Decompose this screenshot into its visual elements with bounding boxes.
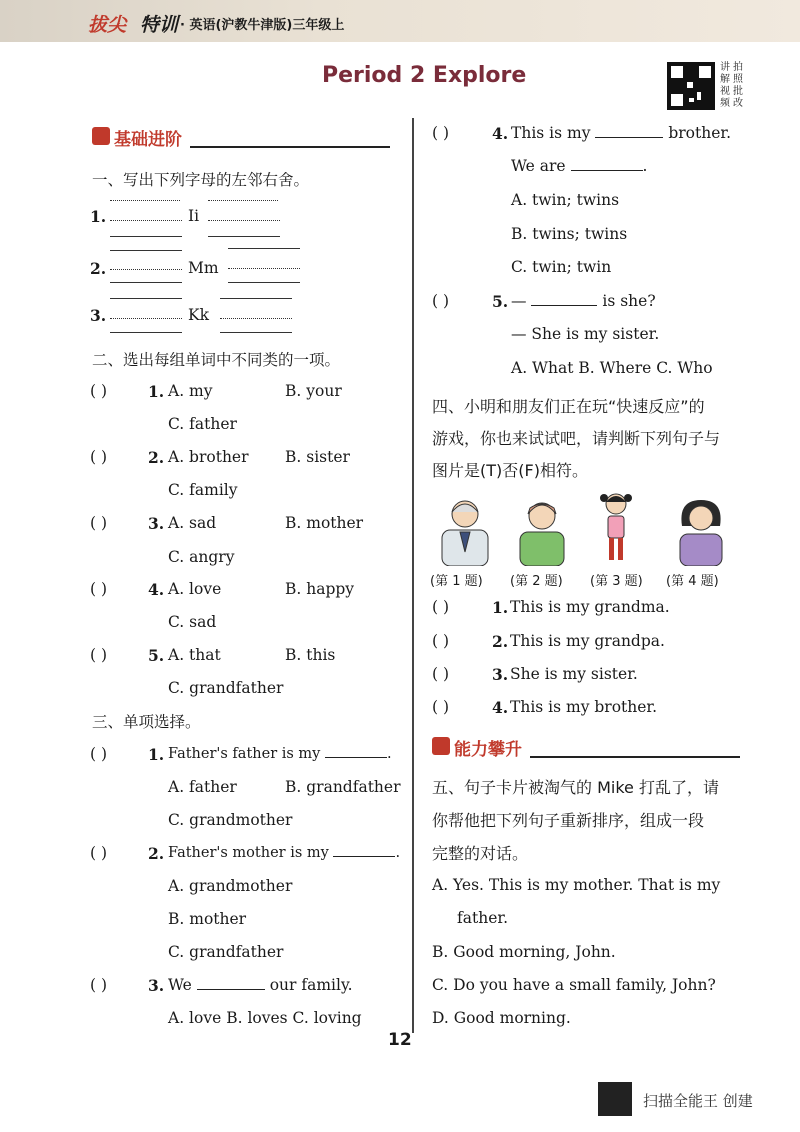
answer-paren[interactable]: ( ) xyxy=(90,448,108,466)
item-number: 1. xyxy=(90,207,107,226)
answer-line[interactable] xyxy=(110,282,182,283)
answer-paren[interactable]: ( ) xyxy=(432,665,450,683)
option-c: C. grandfather xyxy=(168,943,284,961)
column-divider xyxy=(412,118,414,1033)
option-c: C. grandmother xyxy=(168,811,293,829)
part1-heading: 一、写出下列字母的左邻右舍。 xyxy=(92,171,310,189)
answer-paren[interactable]: ( ) xyxy=(90,646,108,664)
answer-line[interactable] xyxy=(208,200,278,201)
answer-line[interactable] xyxy=(208,236,280,237)
dialogue-b: B. Good morning, John. xyxy=(432,943,616,961)
item-number: 1. xyxy=(148,382,165,401)
section-title-advanced: 能力攀升 xyxy=(454,740,522,760)
item-number: 3. xyxy=(148,514,165,533)
grandma-illustration xyxy=(514,494,570,566)
option-c: C. angry xyxy=(168,548,235,566)
option-b: B. twins; twins xyxy=(511,225,628,243)
answer-blank[interactable] xyxy=(595,125,663,138)
brand-logo-a: 拔尖 xyxy=(88,14,127,36)
answer-blank[interactable] xyxy=(197,977,265,990)
statement-text: This is my grandma. xyxy=(510,598,670,616)
answer-paren[interactable]: ( ) xyxy=(432,698,450,716)
item-number: 5. xyxy=(492,292,509,311)
answer-paren[interactable]: ( ) xyxy=(90,580,108,598)
item-number: 4. xyxy=(492,698,509,717)
answer-paren[interactable]: ( ) xyxy=(90,514,108,532)
letter-pair: Mm xyxy=(188,259,219,277)
item-number: 3. xyxy=(148,976,165,995)
answer-line[interactable] xyxy=(110,250,182,251)
part3-heading: 三、单项选择。 xyxy=(92,713,201,731)
option-b: B. this xyxy=(285,646,336,664)
answer-blank[interactable] xyxy=(531,293,597,306)
option-a: A. father xyxy=(168,778,237,796)
statement-text: This is my brother. xyxy=(510,698,658,716)
answer-paren[interactable]: ( ) xyxy=(432,124,450,142)
option-b: B. mother xyxy=(285,514,364,532)
dialogue-a: A. Yes. This is my mother. That is my xyxy=(432,876,721,894)
answer-blank[interactable] xyxy=(571,158,643,171)
option-a: A. brother xyxy=(168,448,249,466)
option-b: B. mother xyxy=(168,910,247,928)
picture-caption-3: (第 3 题) xyxy=(590,574,643,589)
answer-paren[interactable]: ( ) xyxy=(90,382,108,400)
answer-line[interactable] xyxy=(110,332,182,333)
qr-code-icon[interactable] xyxy=(667,62,715,110)
page-number: 12 xyxy=(388,1030,412,1050)
answer-line[interactable] xyxy=(220,318,292,319)
footer-watermark: 扫描全能王 创建 xyxy=(643,1092,753,1110)
part5-heading-2: 你帮他把下列句子重新排序，组成一段 xyxy=(432,811,705,830)
item-number: 4. xyxy=(492,124,509,143)
qr-label-col1: 讲 解 视 频 xyxy=(720,62,730,109)
item-number: 3. xyxy=(492,665,509,684)
answer-line[interactable] xyxy=(228,268,300,269)
answer-blank[interactable] xyxy=(333,844,395,857)
page-title: Period 2 Explore xyxy=(322,63,527,88)
part5-heading-3: 完整的对话。 xyxy=(432,844,529,863)
answer-paren[interactable]: ( ) xyxy=(432,292,450,310)
section-title-basic: 基础进阶 xyxy=(114,130,182,150)
option-a: A. sad xyxy=(168,514,217,532)
brand-logo-b: 特训 xyxy=(140,14,179,36)
statement-text: She is my sister. xyxy=(510,665,638,683)
item-number: 5. xyxy=(148,646,165,665)
option-a: A. my xyxy=(168,382,213,400)
answer-line[interactable] xyxy=(228,248,300,249)
question-text: — is she? xyxy=(511,292,656,310)
part4-heading-3: 图片是(T)否(F)相符。 xyxy=(432,461,588,480)
option-c: C. family xyxy=(168,481,238,499)
option-c: C. grandfather xyxy=(168,679,284,697)
picture-caption-4: (第 4 题) xyxy=(666,574,719,589)
dialogue-c: C. Do you have a small family, John? xyxy=(432,976,716,994)
item-number: 1. xyxy=(148,745,165,764)
answer-paren[interactable]: ( ) xyxy=(90,976,108,994)
option-a: A. love xyxy=(168,580,222,598)
item-number: 2. xyxy=(90,259,107,278)
options-inline: A. What B. Where C. Who xyxy=(511,359,713,377)
item-number: 4. xyxy=(148,580,165,599)
part4-heading-2: 游戏，你也来试试吧，请判断下列句子与 xyxy=(432,429,721,448)
item-number: 2. xyxy=(148,844,165,863)
question-text: Father's mother is my . xyxy=(168,845,401,861)
answer-paren[interactable]: ( ) xyxy=(90,844,108,862)
option-c: C. father xyxy=(168,415,237,433)
answer-line[interactable] xyxy=(220,332,292,333)
answer-blank[interactable] xyxy=(325,745,387,758)
item-number: 2. xyxy=(148,448,165,467)
answer-line[interactable] xyxy=(110,200,180,201)
section-rule xyxy=(190,146,390,148)
answer-line[interactable] xyxy=(110,298,182,299)
options-inline: A. love B. loves C. loving xyxy=(168,1009,362,1027)
answer-paren[interactable]: ( ) xyxy=(432,598,450,616)
question-text: Father's father is my . xyxy=(168,746,392,762)
option-c: C. twin; twin xyxy=(511,258,612,276)
letter-pair: Ii xyxy=(188,207,200,225)
letter-pair: Kk xyxy=(188,306,209,324)
answer-line[interactable] xyxy=(110,220,182,221)
scanner-qr-icon xyxy=(598,1082,632,1116)
answer-line[interactable] xyxy=(110,269,182,270)
section-rule xyxy=(530,756,740,758)
option-b: B. happy xyxy=(285,580,355,598)
option-b: B. sister xyxy=(285,448,350,466)
option-a: A. that xyxy=(168,646,221,664)
answer-line[interactable] xyxy=(110,236,182,237)
picture-caption-1: (第 1 题) xyxy=(430,574,483,589)
item-number: 3. xyxy=(90,306,107,325)
statement-text: This is my grandpa. xyxy=(510,632,665,650)
answer-line[interactable] xyxy=(110,318,182,319)
answer-paren[interactable]: ( ) xyxy=(432,632,450,650)
item-number: 2. xyxy=(492,632,509,651)
grandpa-illustration xyxy=(436,494,494,566)
answer-line[interactable] xyxy=(228,282,300,283)
question-text: We our family. xyxy=(168,976,353,994)
option-b: B. grandfather xyxy=(285,778,401,796)
answer-line[interactable] xyxy=(220,298,292,299)
question-text-line2: — She is my sister. xyxy=(511,325,660,343)
option-c: C. sad xyxy=(168,613,217,631)
section-badge-icon xyxy=(432,737,450,755)
part5-heading-1: 五、句子卡片被淘气的 Mike 打乱了，请 xyxy=(432,778,719,797)
mother-illustration xyxy=(672,494,730,566)
answer-line[interactable] xyxy=(208,220,280,221)
part2-heading: 二、选出每组单词中不同类的一项。 xyxy=(92,351,341,369)
book-subtitle: · 英语(沪教牛津版)三年级上 xyxy=(180,18,345,33)
sister-illustration xyxy=(596,490,636,566)
part4-heading-1: 四、小明和朋友们正在玩“快速反应”的 xyxy=(432,397,705,416)
option-a: A. twin; twins xyxy=(511,191,620,209)
dialogue-a-cont: father. xyxy=(457,909,508,927)
question-text-line2: We are . xyxy=(511,157,648,175)
picture-caption-2: (第 2 题) xyxy=(510,574,563,589)
qr-label-col2: 拍 照 批 改 xyxy=(733,62,743,109)
option-a: A. grandmother xyxy=(168,877,293,895)
item-number: 1. xyxy=(492,598,509,617)
option-b: B. your xyxy=(285,382,342,400)
answer-paren[interactable]: ( ) xyxy=(90,745,108,763)
dialogue-d: D. Good morning. xyxy=(432,1009,571,1027)
section-badge-icon xyxy=(92,127,110,145)
question-text: This is my brother. xyxy=(511,124,732,142)
